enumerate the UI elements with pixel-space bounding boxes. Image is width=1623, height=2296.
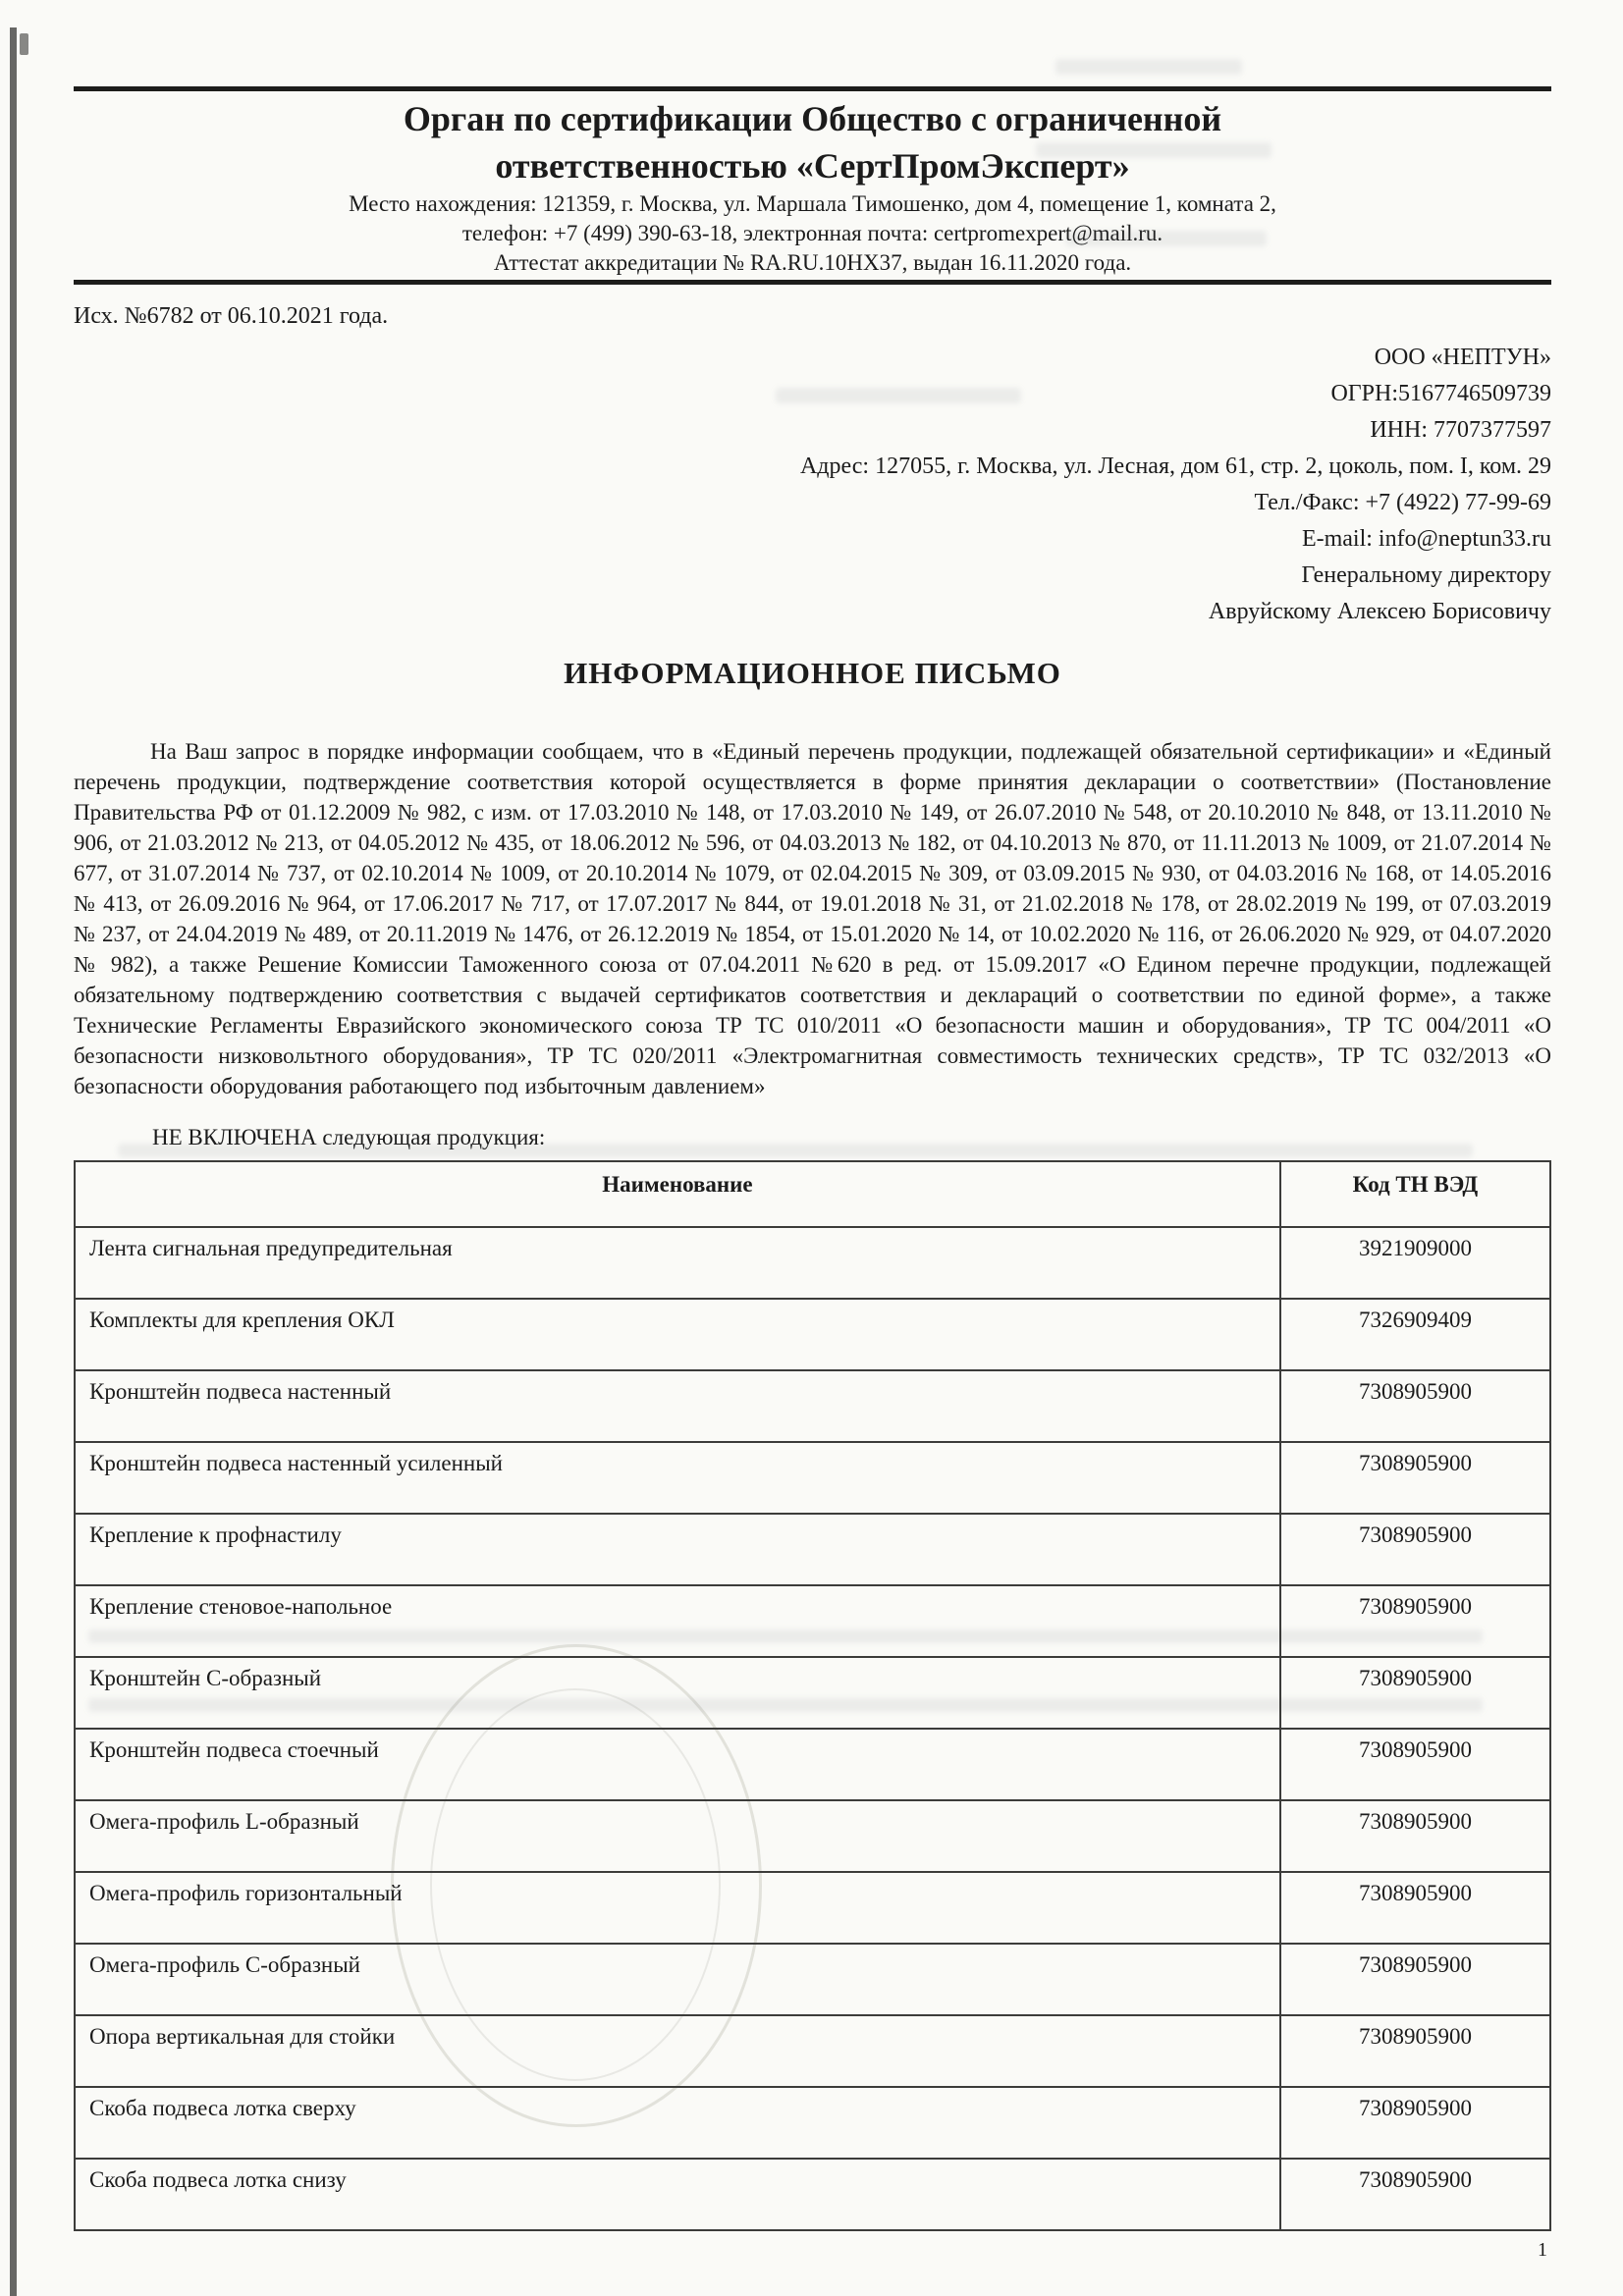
- letterhead-details: [74, 189, 1551, 278]
- product-code-cell: 7326909409: [1280, 1299, 1550, 1370]
- product-code-cell: 3921909000: [1280, 1227, 1550, 1299]
- table-row: [75, 1227, 1550, 1299]
- table-row: [75, 1800, 1550, 1872]
- table-row: [75, 1370, 1550, 1442]
- product-name-cell: Опора вертикальная для стойки: [75, 2015, 1280, 2087]
- body-paragraph: На Ваш запрос в порядке информации сообщаем, что в «Единый перечень продукции, подлежащей обязательной сертификации» и «Единый перечень продукции, подтверждение соответствия которой осуществляется в форме принятия декларации о соответствии» (Постановление Правительства РФ от 01.12.2009 № 982, с изм. от 17.03.2010 № 148, от 17.03.2010 № 149, от 26.07.2010 № 548, от 20.10.2010 № 848, от 13.11.2010 № 906, от 21.03.2012 № 213, от 04.05.2012 № 435, от 18.06.2012 № 596, от 04.03.2013 № 182, от 04.10.2013 № 870, от 11.11.2013 № 1009, от 21.07.2014 № 677, от 31.07.2014 № 737, от 02.10.2014 № 1009, от 20.10.2014 № 1079, от 02.04.2015 № 309, от 03.09.2015 № 930, от 04.03.2016 № 168, от 14.05.2016 № 413, от 26.09.2016 № 964, от 17.06.2017 № 717, от 17.07.2017 № 844, от 19.01.2018 № 31, от 21.02.2018 № 178, от 28.02.2019 № 199, от 07.03.2019 № 237, от 24.04.2019 № 489, от 20.11.2019 № 1476, от 26.12.2019 № 1854, от 15.01.2020 № 14, от 10.02.2020 № 116, от 26.06.2020 № 929, от 04.07.2020 № 982), а также Решение Комиссии Таможенного союза от 07.04.2011 №620 в ред. от 15.09.2017 «О Едином перечне продукции, подлежащей обязательному подтверждению соответствия с выдачей сертификатов соответствия и деклараций о соответствии по единой форме», а также Технические Регламенты Евразийского экономического союза ТР ТС 010/2011 «О безопасности машин и оборудования», ТР ТС 004/2011 «О безопасности низковольтного оборудования», ТР ТС 020/2011 «Электромагнитная совместимость технических средств», ТР ТС 032/2013 «О безопасности оборудования работающего под избыточным давлением»: [74, 739, 1551, 1098]
- recipient-email: E-mail: info@neptun33.ru: [1301, 526, 1551, 552]
- product-name-cell: Кронштейн С-образный: [75, 1657, 1280, 1729]
- product-name-cell: Кронштейн подвеса настенный усиленный: [75, 1442, 1280, 1514]
- product-name-cell: Омега-профиль горизонтальный: [75, 1872, 1280, 1944]
- product-code-cell: 7308905900: [1280, 1944, 1550, 2015]
- table-row: [75, 1442, 1550, 1514]
- column-header-code: Код ТН ВЭД: [1280, 1161, 1550, 1227]
- recipient-block: [74, 340, 1551, 630]
- not-included-label: НЕ ВКЛЮЧЕНА следующая продукция:: [152, 1125, 546, 1149]
- product-code-cell: 7308905900: [1280, 2159, 1550, 2230]
- product-code-cell: 7308905900: [1280, 1585, 1550, 1657]
- product-code-cell: 7308905900: [1280, 1800, 1550, 1872]
- product-code-cell: 7308905900: [1280, 1442, 1550, 1514]
- product-name-cell: Скоба подвеса лотка снизу: [75, 2159, 1280, 2230]
- table-row: [75, 2087, 1550, 2159]
- table-row: [75, 1729, 1550, 1800]
- product-name-cell: Комплекты для крепления ОКЛ: [75, 1299, 1280, 1370]
- table-row: [75, 1944, 1550, 2015]
- recipient-position: Генеральному директору: [1301, 562, 1551, 588]
- product-name-cell: Кронштейн подвеса стоечный: [75, 1729, 1280, 1800]
- scan-corner-artifact: [20, 33, 28, 55]
- recipient-company: ООО «НЕПТУН»: [1374, 345, 1551, 370]
- excluded-products-table: [74, 1160, 1551, 2231]
- table-row: [75, 1299, 1550, 1370]
- product-code-cell: 7308905900: [1280, 1657, 1550, 1729]
- product-name-cell: Крепление к профнастилу: [75, 1514, 1280, 1585]
- column-header-name: Наименование: [75, 1161, 1280, 1227]
- outgoing-reference: Исх. №6782 от 06.10.2021 года.: [74, 303, 389, 329]
- product-code-cell: 7308905900: [1280, 2015, 1550, 2087]
- scan-edge-artifact: [10, 27, 17, 2296]
- recipient-address: Адрес: 127055, г. Москва, ул. Лесная, дом 61, стр. 2, цоколь, пом. I, ком. 29: [799, 454, 1551, 479]
- page-number: 1: [1538, 2239, 1547, 2261]
- product-name-cell: Омега-профиль С-образный: [75, 1944, 1280, 2015]
- letterhead-top-rule: [74, 86, 1551, 91]
- letterhead-address: Место нахождения: 121359, г. Москва, ул. Маршала Тимошенко, дом 4, помещение 1, комната 2,: [349, 191, 1276, 216]
- product-name-cell: Лента сигнальная предупредительная: [75, 1227, 1280, 1299]
- letterhead-bottom-rule: [74, 280, 1551, 285]
- recipient-person: Авруйскому Алексею Борисовичу: [1208, 599, 1551, 624]
- product-code-cell: 7308905900: [1280, 1729, 1550, 1800]
- product-code-cell: 7308905900: [1280, 1514, 1550, 1585]
- recipient-phone-fax: Тел./Факс: +7 (4922) 77-99-69: [1254, 490, 1551, 515]
- product-table-body: [75, 1227, 1550, 2230]
- recipient-ogrn: ОГРН:5167746509739: [1330, 381, 1551, 406]
- document-title: ИНФОРМАЦИОННОЕ ПИСЬМО: [564, 656, 1061, 690]
- product-code-cell: 7308905900: [1280, 1370, 1550, 1442]
- recipient-inn: ИНН: 7707377597: [1370, 417, 1551, 443]
- letterhead-accreditation: Аттестат аккредитации № RA.RU.10HX37, выдан 16.11.2020 года.: [493, 250, 1132, 275]
- table-row: [75, 2159, 1550, 2230]
- product-name-cell: Кронштейн подвеса настенный: [75, 1370, 1280, 1442]
- org-name-line1: Орган по сертификации Общество с ограниченной: [403, 99, 1222, 138]
- product-name-cell: Скоба подвеса лотка сверху: [75, 2087, 1280, 2159]
- table-row: [75, 2015, 1550, 2087]
- product-name-cell: Крепление стеновое-напольное: [75, 1585, 1280, 1657]
- org-name-line2: ответственностью «СертПромЭксперт»: [495, 146, 1130, 186]
- product-name-cell: Омега-профиль L-образный: [75, 1800, 1280, 1872]
- table-row: [75, 1585, 1550, 1657]
- product-code-cell: 7308905900: [1280, 2087, 1550, 2159]
- bleedthrough-smudge: [1055, 59, 1242, 75]
- table-row: [75, 1514, 1550, 1585]
- table-header-row: [75, 1161, 1550, 1227]
- certification-body-name: [74, 95, 1551, 189]
- table-row: [75, 1657, 1550, 1729]
- product-code-cell: 7308905900: [1280, 1872, 1550, 1944]
- table-row: [75, 1872, 1550, 1944]
- letterhead-contacts: телефон: +7 (499) 390-63-18, электронная почта: certpromexpert@mail.ru.: [461, 221, 1163, 245]
